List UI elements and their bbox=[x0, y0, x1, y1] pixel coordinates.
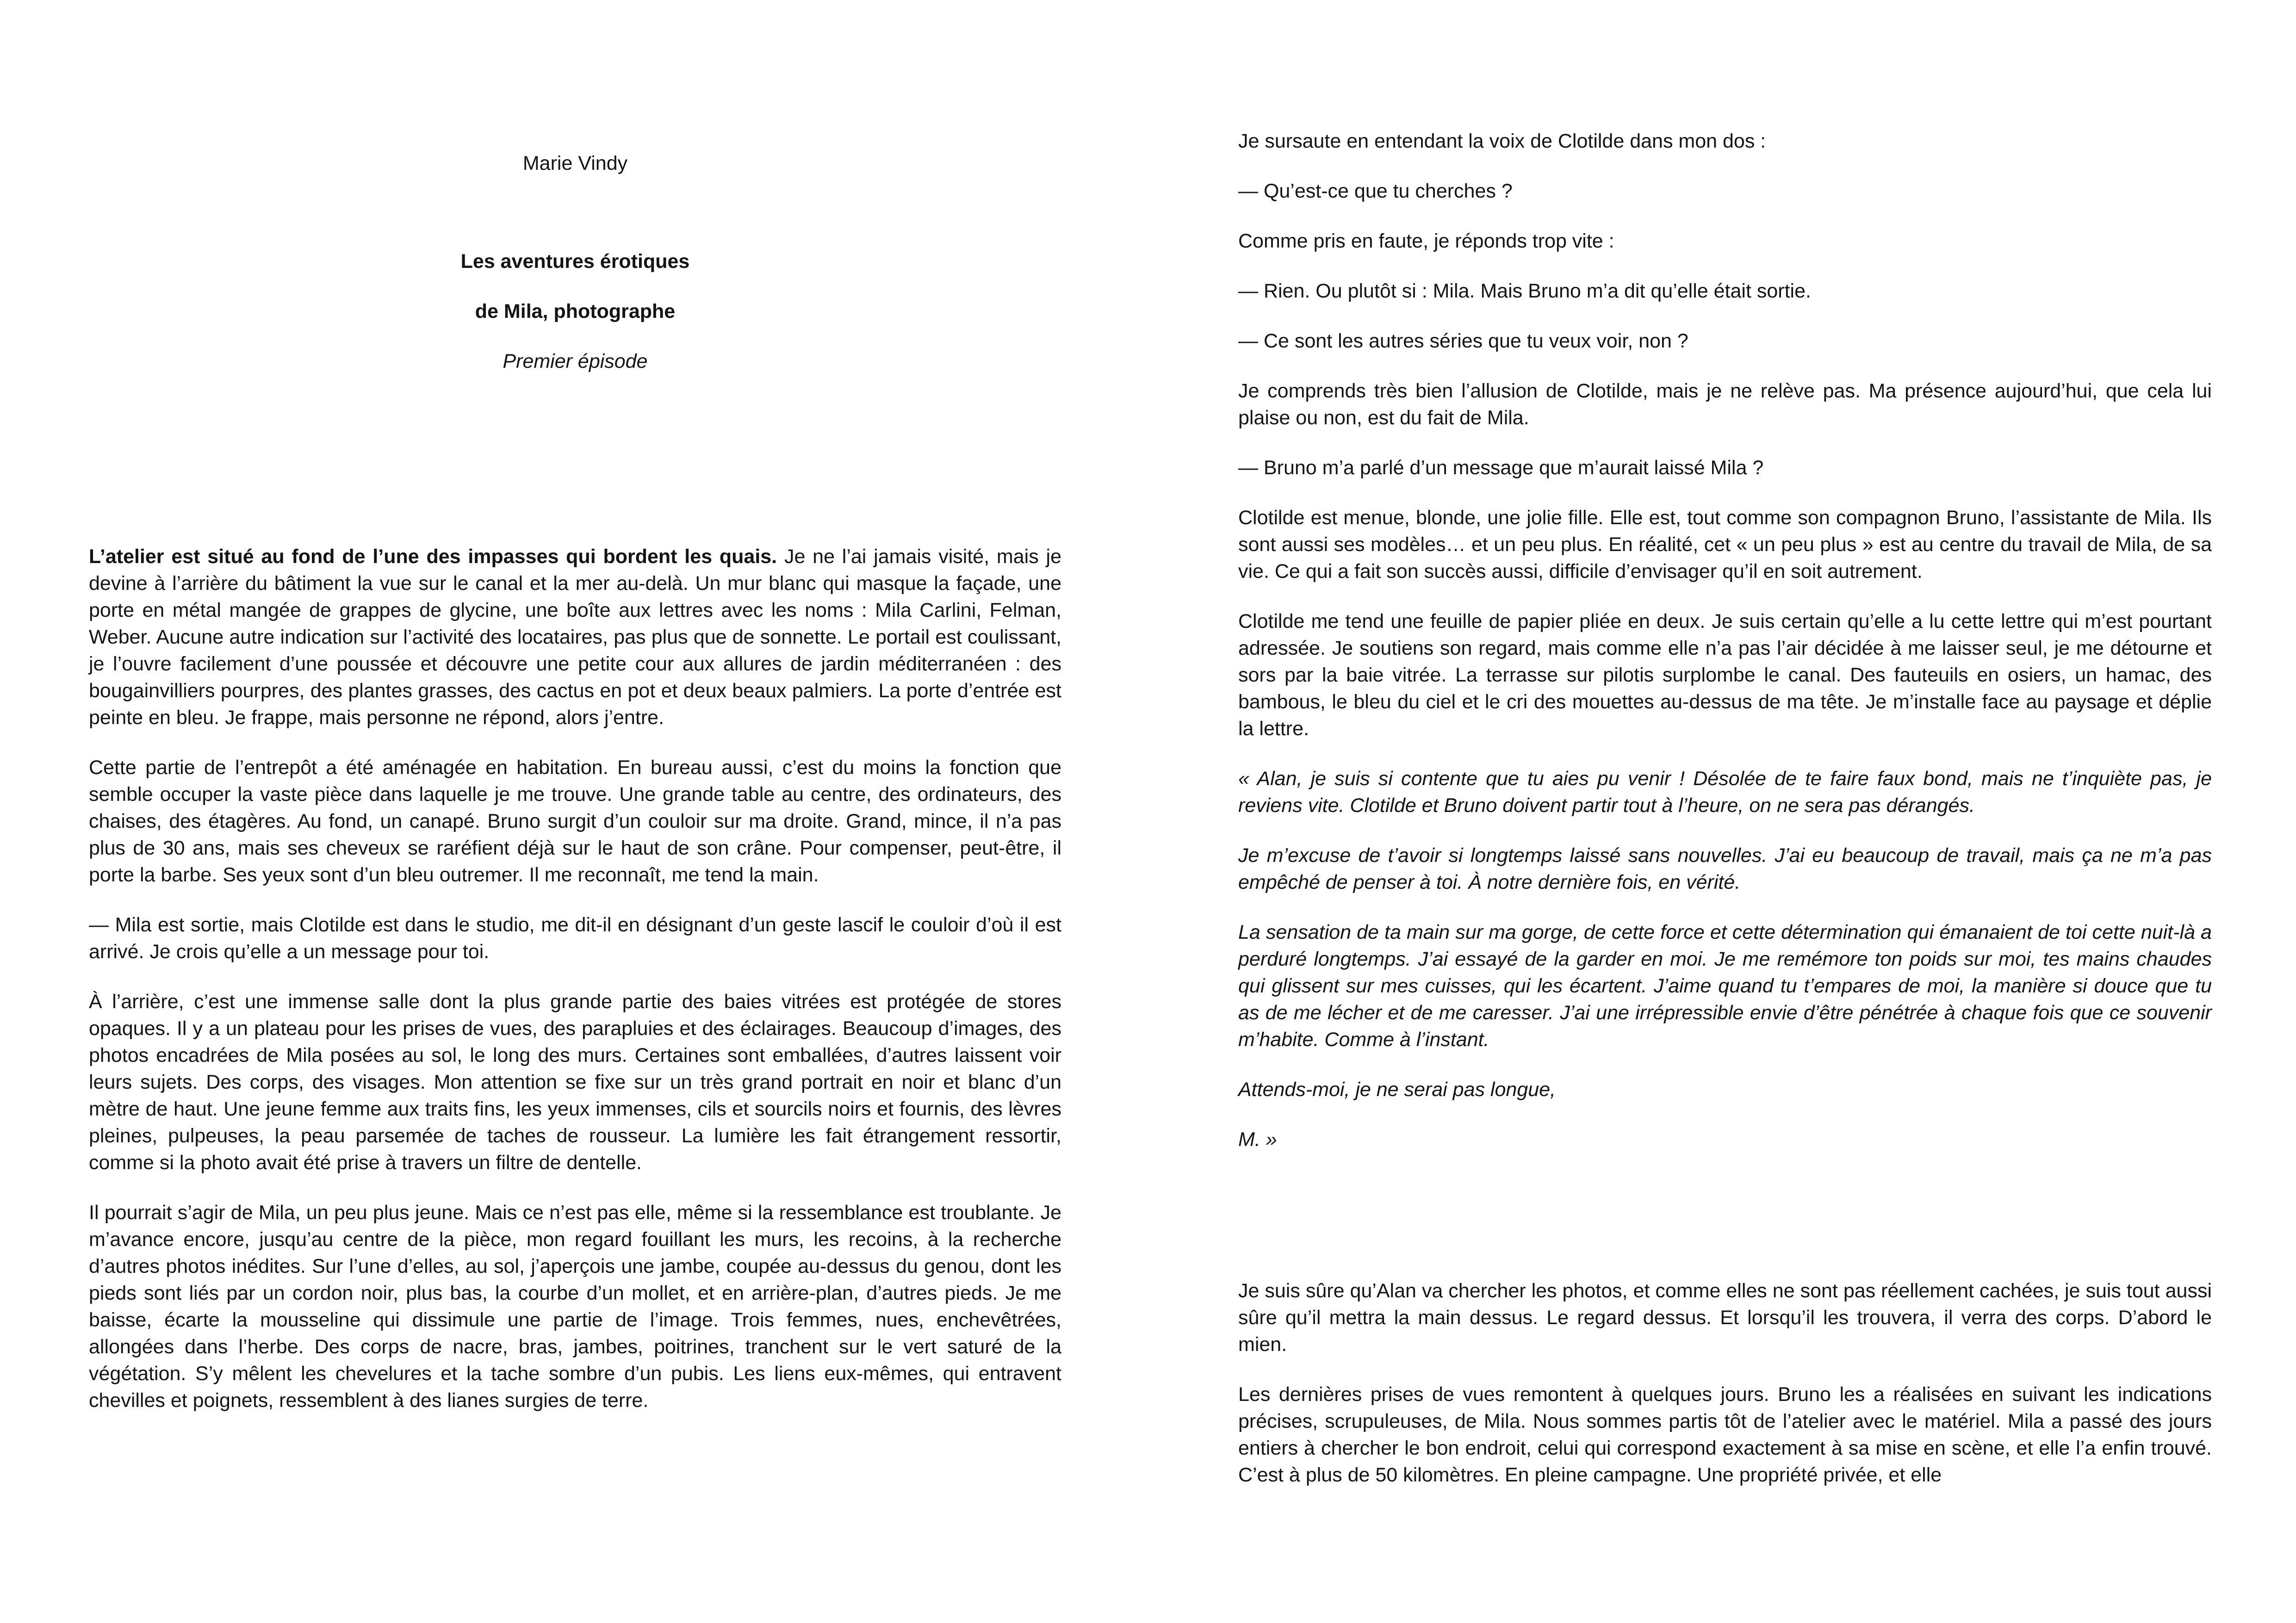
paragraph: Il pourrait s’agir de Mila, un peu plus jeune. Mais ce n’est pas elle, même si la ressemblance est troublante. Je m’avance encore, jusqu’au centre de la pièce, mon regard fouillant les murs, les recoins, à la recherche d’autres photos inédites. Sur l’une d’elles, au sol, j’aperçois une jambe, coupée au-dessus du genou, dont les pieds sont liés par un cordon noir, plus bas, la courbe d’un mollet, et en arrière-plan, d’autres pieds. Je me baisse, écarte la mousseline qui dissimule une partie de l’image. Trois femmes, nues, enchevêtrées, allongées dans l’herbe. Des corps de nacre, bras, jambes, poitrines, tranchent sur le vert saturé de la végétation. S’y mêlent les chevelures et la tache sombre d’un pubis. Les liens eux-mêmes, qui entravent chevilles et poignets, ressemblent à des lianes surgies de terre. bbox=[89, 1202, 1061, 1412]
paragraph: Clotilde me tend une feuille de papier pliée en deux. Je suis certain qu’elle a lu cette lettre qui m’est pourtant adressée. Je soutiens son regard, mais comme elle n’a pas l’air décidée à me laisser seul, je me détourne et sors par la baie vitrée. La terrasse sur pilotis surplombe le canal. Des fauteuils en osiers, un hamac, des bambous, le bleu du ciel et le cri des mouettes au-dessus de ma tête. Je m’installe face au paysage et déplie la lettre. bbox=[1238, 610, 2212, 740]
letter-signature: M. » bbox=[1238, 1128, 1277, 1151]
paragraph: Comme pris en faute, je réponds trop vite : bbox=[1238, 230, 1614, 252]
dialogue-paragraph: — Bruno m’a parlé d’un message que m’aurait laissé Mila ? bbox=[1238, 457, 1764, 479]
left-page bbox=[89, 0, 1061, 1623]
letter-paragraph: La sensation de ta main sur ma gorge, de cette force et cette détermination qui émanaient de toi cette nuit-là a perduré longtemps. J’ai essayé de la garder en moi. Je me remémore ton poids sur moi, tes mains chaudes qui glissent sur mes cuisses, qui les écartent. J’aime quand tu t’empares de moi, la manière si douce que tu as de me lécher et de me caresser. J’ai une irrépressible envie d’être pénétrée à chaque fois que ce souvenir m’habite. Comme à l’instant. bbox=[1238, 921, 2212, 1051]
dialogue-paragraph: — Rien. Ou plutôt si : Mila. Mais Bruno m’a dit qu’elle était sortie. bbox=[1238, 280, 1811, 302]
paragraph: Je sursaute en entendant la voix de Clotilde dans mon dos : bbox=[1238, 130, 1766, 152]
book-title-line-1: Les aventures érotiques bbox=[460, 250, 690, 273]
paragraph: Je suis sûre qu’Alan va chercher les photos, et comme elles ne sont pas réellement cachées, je suis tout aussi sûre qu’il mettra la main dessus. Le regard dessus. Et lorsqu’il les trouvera, il verra des corps. D’abord le mien. bbox=[1238, 1280, 2212, 1356]
paragraph: Je comprends très bien l’allusion de Clotilde, mais je ne relève pas. Ma présence aujourd’hui, que cela lui plaise ou non, est du fait de Mila. bbox=[1238, 380, 2212, 429]
episode-label: Premier épisode bbox=[503, 350, 648, 372]
left-body-text bbox=[89, 543, 1061, 1437]
letter-paragraph: Je m’excuse de t’avoir si longtemps laissé sans nouvelles. J’ai eu beaucoup de travail, mais ça ne m’a pas empêché de penser à toi. À notre dernière fois, en vérité. bbox=[1238, 844, 2212, 893]
letter-closing: Attends-moi, je ne serai pas longue, bbox=[1238, 1078, 1556, 1101]
letter-paragraph: « Alan, je suis si contente que tu aies pu venir ! Désolée de te faire faux bond, mais ne t’inquiète pas, je reviens vite. Clotilde et Bruno doivent partir tout à l’heure, on ne sera pas dérangés. bbox=[1238, 768, 2212, 817]
paragraph bbox=[89, 543, 1061, 731]
opening-sentence: L’atelier est situé au fond de l’une des impasses qui bordent les quais. bbox=[89, 545, 777, 568]
paragraph: Cette partie de l’entrepôt a été aménagée en habitation. En bureau aussi, c’est du moins la fonction que semble occuper la vaste pièce dans laquelle je me trouve. Une grande table au centre, des ordinateurs, des chaises, des étagères. Au fond, un canapé. Bruno surgit d’un couloir sur ma droite. Grand, mince, il n’a pas plus de 30 ans, mais ses cheveux se raréfient déjà sur le haut de son crâne. Pour compenser, peut-être, il porte la barbe. Ses yeux sont d’un bleu outremer. Il me reconnaît, me tend la main. bbox=[89, 756, 1061, 886]
book-title-line-2: de Mila, photographe bbox=[475, 300, 676, 322]
dialogue-paragraph: — Ce sont les autres séries que tu veux voir, non ? bbox=[1238, 330, 1688, 352]
dialogue-paragraph: — Qu’est-ce que tu cherches ? bbox=[1238, 180, 1513, 202]
paragraph: À l’arrière, c’est une immense salle dont la plus grande partie des baies vitrées est protégée de stores opaques. Il y a un plateau pour les prises de vues, des parapluies et des éclairages. Beaucoup d’images, des photos encadrées de Mila posées au sol, le long des murs. Certaines sont emballées, d’autres laissent voir leurs sujets. Des corps, des visages. Mon attention se fixe sur un très grand portrait en noir et blanc d’un mètre de haut. Une jeune femme aux traits fins, les yeux immenses, cils et sourcils noirs et fournis, des lèvres pleines, pulpeuses, la peau parsemée de taches de rousseur. La lumière les fait étrangement ressortir, comme si la photo avait été prise à travers un filtre de dentelle. bbox=[89, 991, 1061, 1174]
right-page bbox=[1238, 0, 2212, 1623]
dialogue-paragraph: — Mila est sortie, mais Clotilde est dans le studio, me dit-il en désignant d’un geste lascif le couloir d’où il est arrivé. Je crois qu’elle a un message pour toi. bbox=[89, 914, 1061, 963]
right-body-text bbox=[1238, 128, 2212, 1176]
paragraph: Clotilde est menue, blonde, une jolie fille. Elle est, tout comme son compagnon Bruno, l’assistante de Mila. Ils sont aussi ses modèles… et un peu plus. En réalité, cet « un peu plus » est au centre du travail de Mila, de sa vie. Ce qui a fait son succès aussi, difficile d’envisager qu’il en soit autrement. bbox=[1238, 507, 2212, 582]
right-body-text-section-2 bbox=[1238, 1277, 2212, 1511]
paragraph-text: Je ne l’ai jamais visité, mais je devine à l’arrière du bâtiment la vue sur le canal et la mer au-delà. Un mur blanc qui masque la façade, une porte en métal mangée de grappes de glycine, une boîte aux lettres avec les noms : Mila Carlini, Felman, Weber. Aucune autre indication sur l’activité des locataires, pas plus que de sonnette. Le portail est coulissant, je l’ouvre facilement d’une poussée et découvre une petite cour aux allures de jardin méditerranéen : des bougainvilliers pourpres, des plantes grasses, des cactus en pot et deux beaux palmiers. La porte d’entrée est peinte en bleu. Je frappe, mais personne ne répond, alors j’entre. bbox=[89, 545, 1061, 729]
author-name: Marie Vindy bbox=[522, 152, 628, 174]
paragraph: Les dernières prises de vues remontent à quelques jours. Bruno les a réalisées en suivant les indications précises, scrupuleuses, de Mila. Nous sommes partis tôt de l’atelier avec le matériel. Mila a passé des jours entiers à chercher le bon endroit, celui qui correspond exactement à sa mise en scène, et elle l’a enfin trouvé. C’est à plus de 50 kilomètres. En pleine campagne. Une propriété privée, et elle bbox=[1238, 1383, 2212, 1486]
